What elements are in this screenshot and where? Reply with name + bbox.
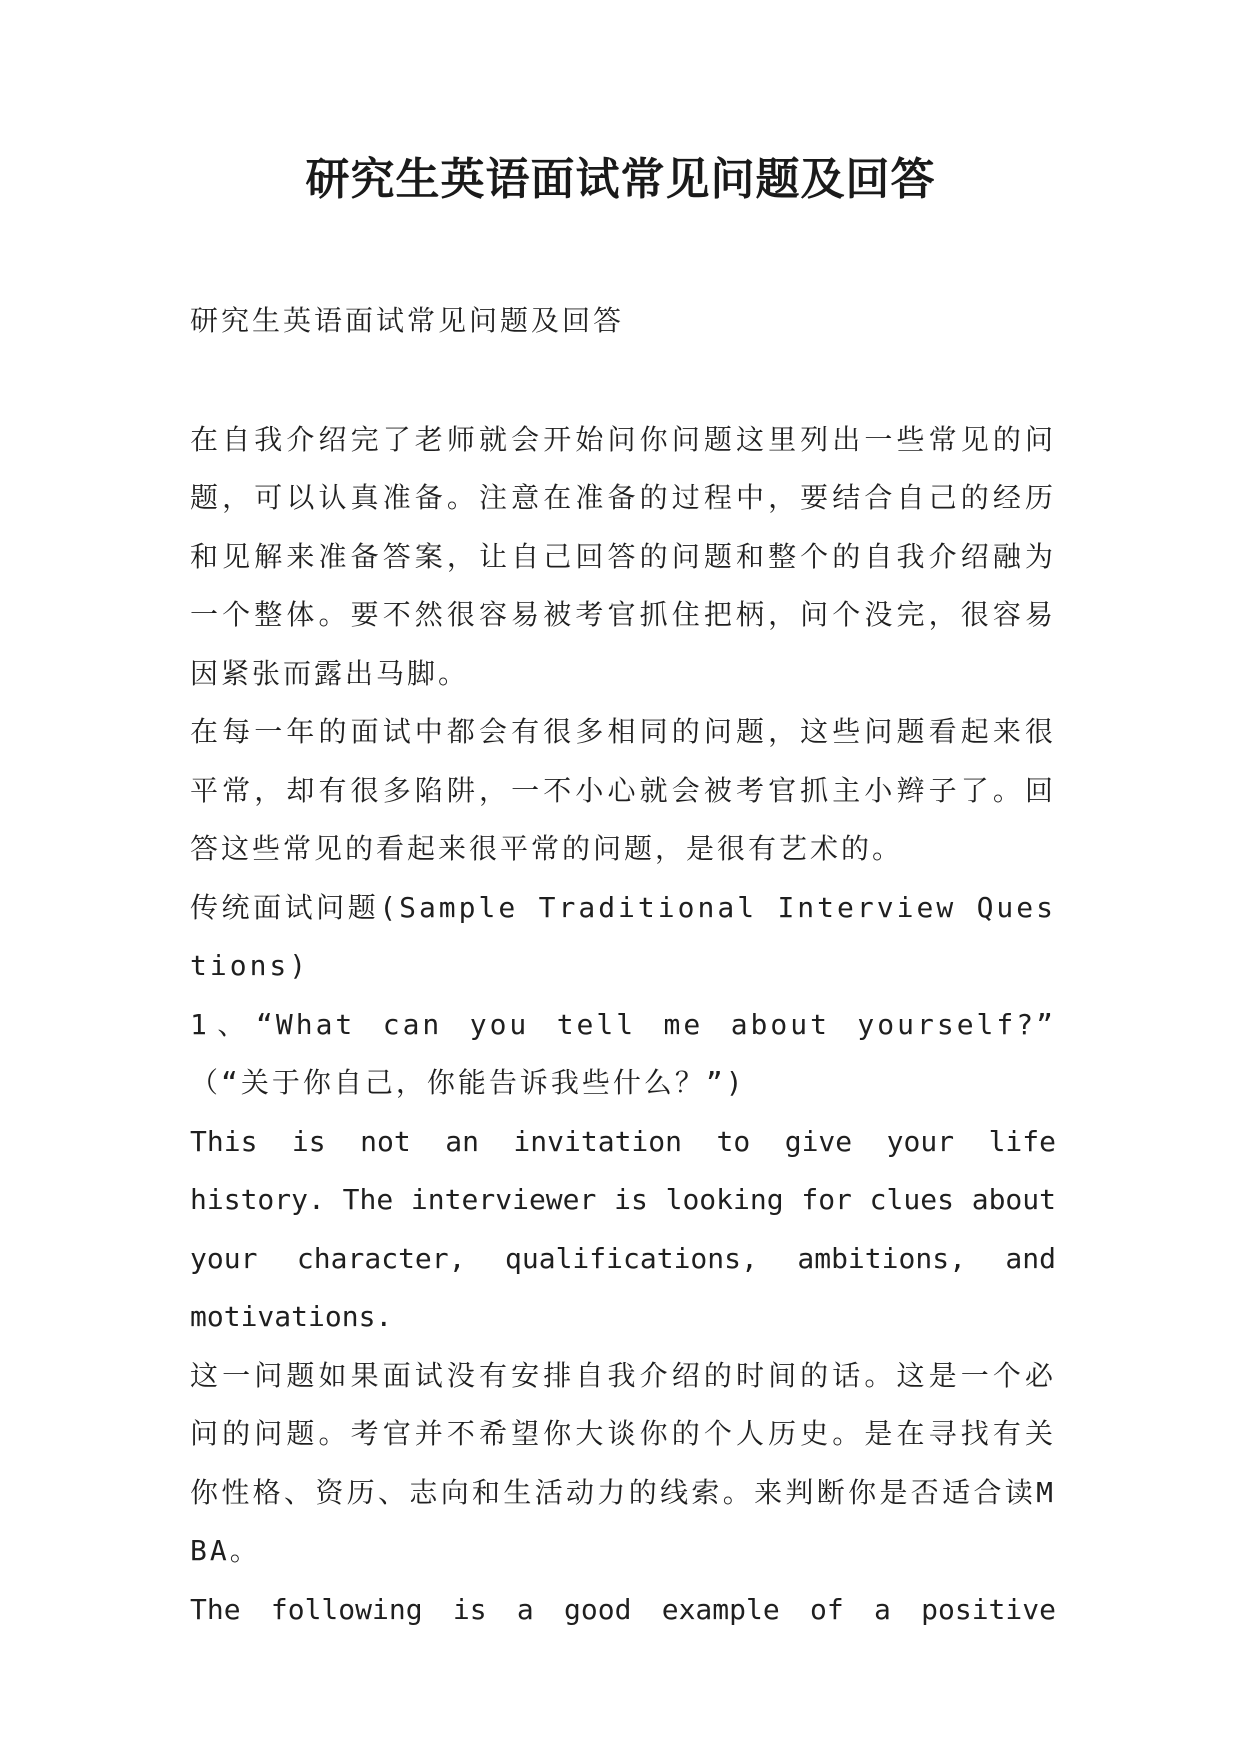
paragraph-intro: 在自我介绍完了老师就会开始问你问题这里列出一些常见的问题，可以认真准备。注意在准备的过程中，要结合自己的经历和见解来准备答案，让自己回答的问题和整个的自我介绍融为一个整体。要不然很容易被考官抓住把柄，问个没完，很容易因紧张而露出马脚。 xyxy=(190,422,1056,690)
document-subtitle: 研究生英语面试常见问题及回答 xyxy=(190,304,625,337)
paragraph-common-questions: 在每一年的面试中都会有很多相同的问题，这些问题看起来很平常，却有很多陷阱，一不小心就会被考官抓主小辫子了。回答这些常见的看起来很平常的问题，是很有艺术的。 xyxy=(190,715,1056,865)
document-title: 研究生英语面试常见问题及回答 xyxy=(305,154,936,205)
paragraph-english-explanation: This is not an invitation to give your life history. The interviewer is looking for clues about your character, qualifications, ambitions, and motivations. xyxy=(190,1124,1056,1333)
document-body xyxy=(190,292,1056,1639)
paragraph-example-start: The following is a good example of a positive xyxy=(190,1592,1056,1626)
question-1: 1、“What can you tell me about yourself?” （“关于你自己，你能告诉我些什么？”) xyxy=(190,1007,1056,1099)
section-heading-traditional-questions: 传统面试问题(Sample Traditional Interview Questions) xyxy=(190,890,1056,982)
paragraph-chinese-explanation: 这一问题如果面试没有安排自我介绍的时间的话。这是一个必问的问题。考官并不希望你大谈你的个人历史。是在寻找有关你性格、资历、志向和生活动力的线索。来判断你是否适合读MBA。 xyxy=(190,1358,1056,1567)
